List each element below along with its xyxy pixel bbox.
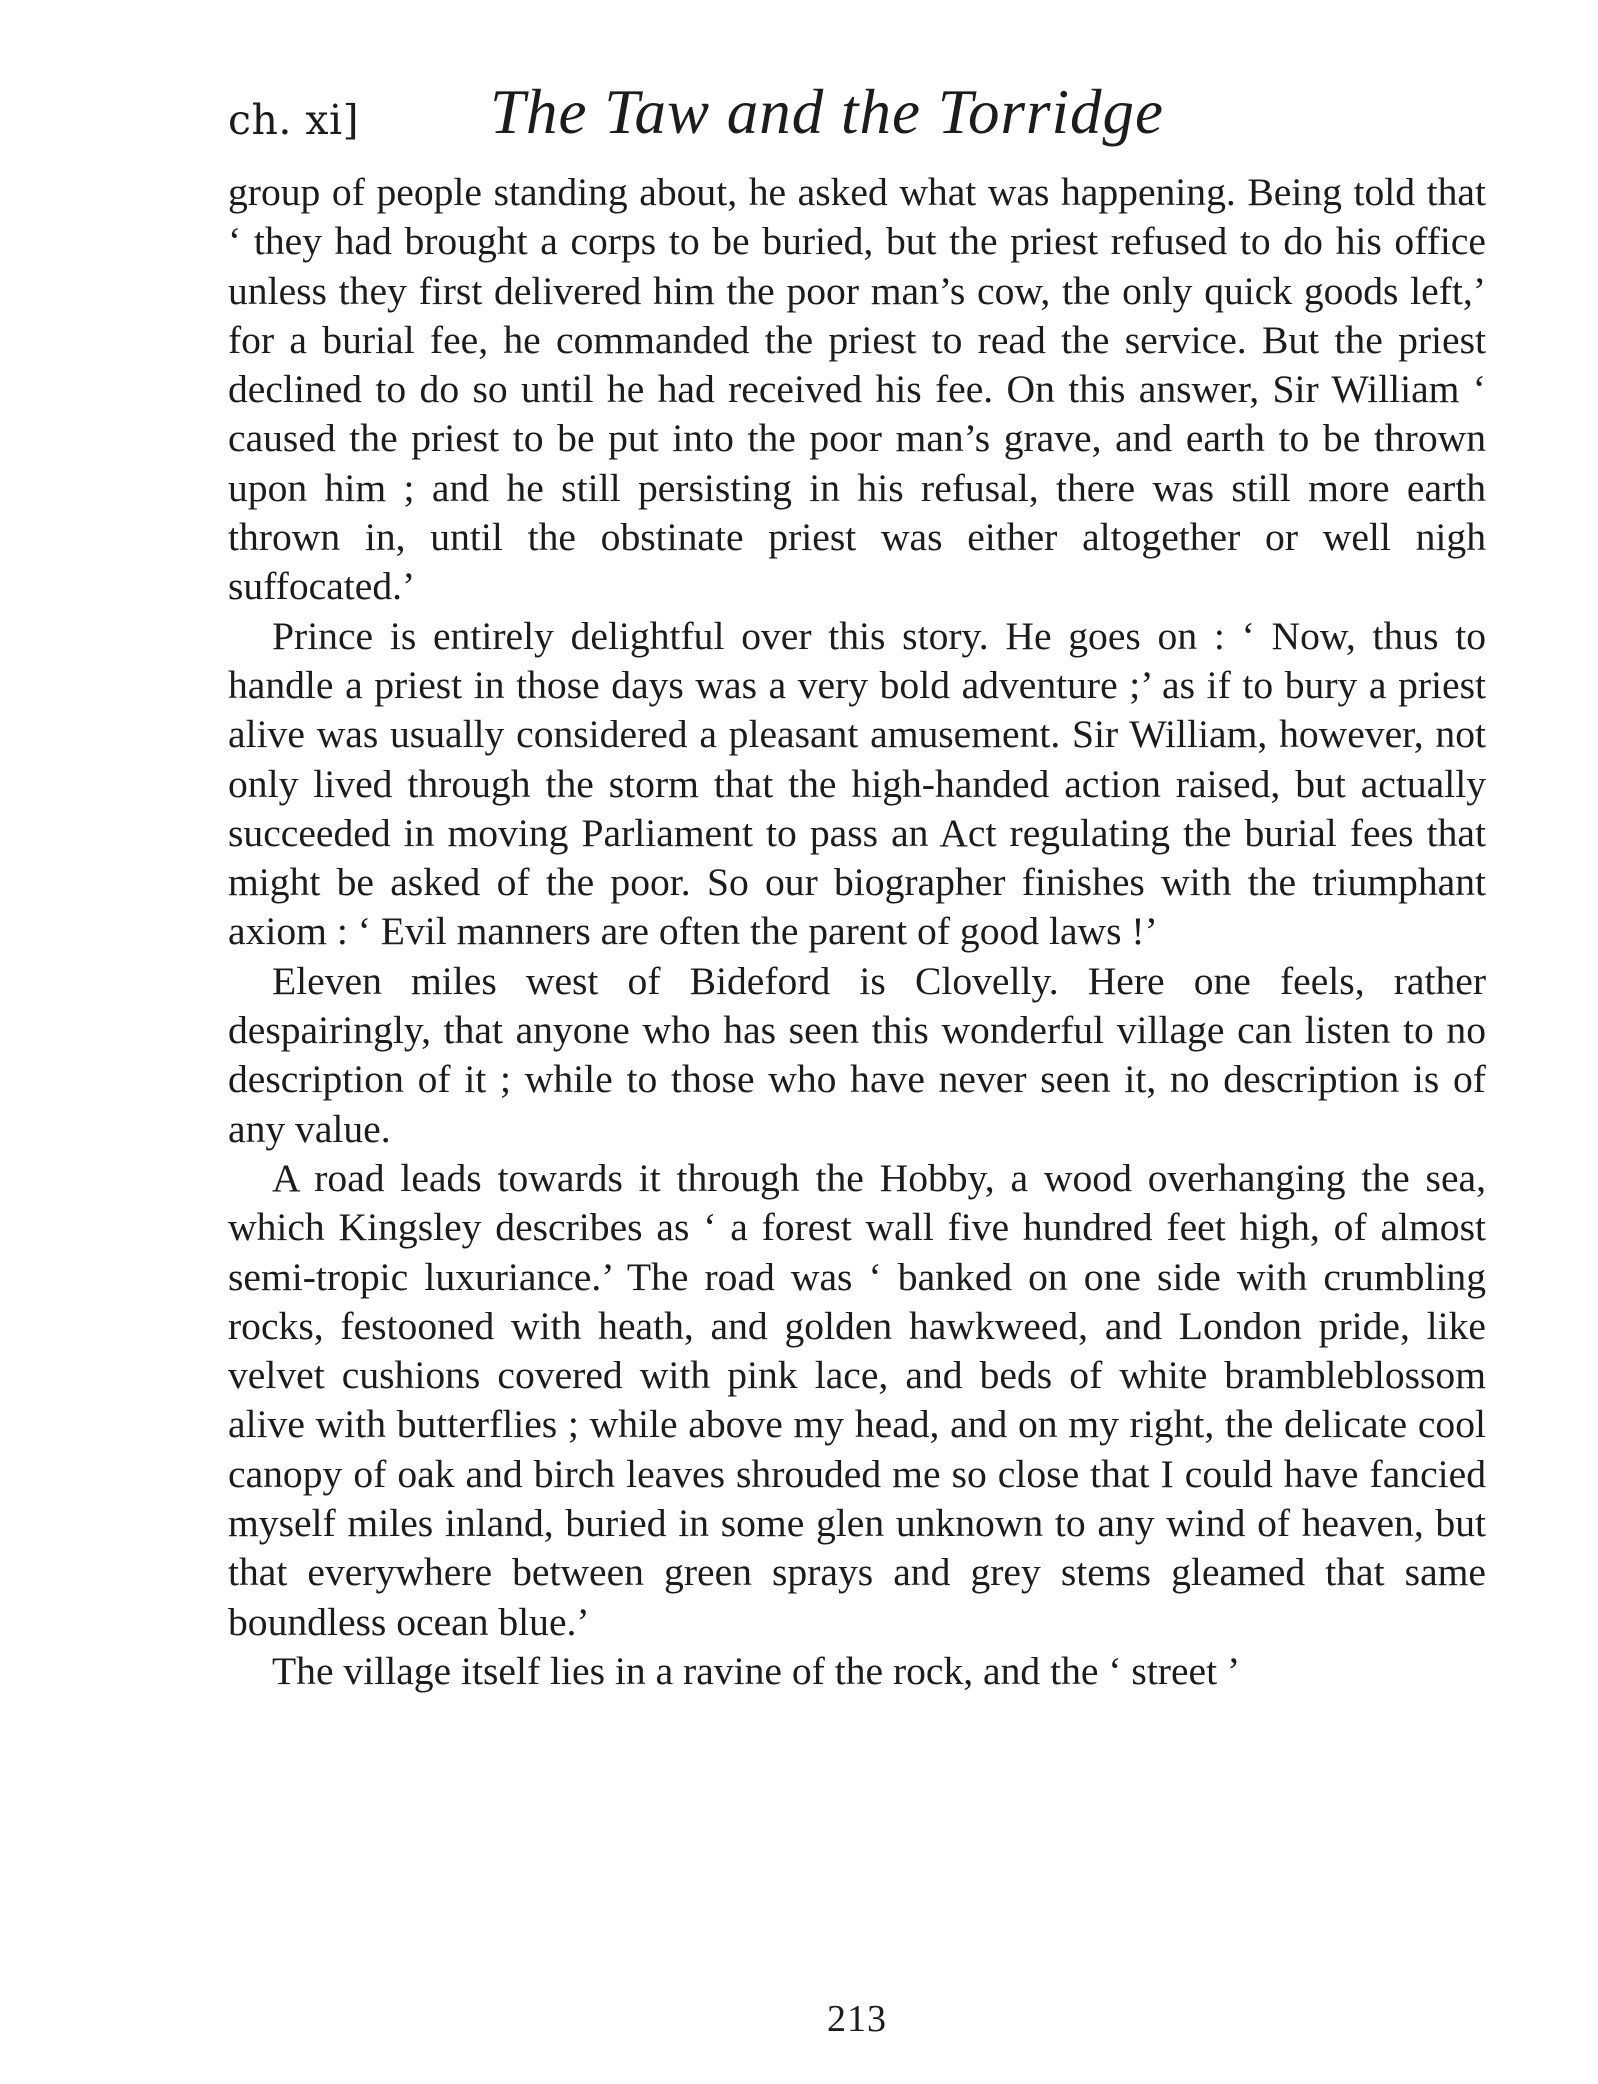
running-title: The Taw and the Torridge: [490, 77, 1164, 147]
running-header: [228, 72, 1486, 168]
body-text: [228, 168, 1486, 1696]
paragraph: A road leads towards it through the Hobby, a wood overhanging the sea, which Kingsley describes as ‘ a forest wall five hundred feet high, of almost semi-tropic luxuriance.’ The road was ‘ banked on one side with crumbling rocks, festooned with heath, and golden hawkweed, and London pride, like velvet cushions covered with pink lace, and beds of white brambleblossom alive with butterflies ; while above my head, and on my right, the delicate cool canopy of oak and birch leaves shrouded me so close that I could have fancied myself miles inland, buried in some glen unknown to any wind of heaven, but that everywhere between green sprays and grey stems gleamed that same boundless ocean blue.’: [228, 1155, 1486, 1644]
book-page: [228, 72, 1486, 2040]
paragraph-continued: group of people standing about, he asked what was happening. Being told that ‘ they had brought a corps to be buried, but the priest refused to do his office unless they first delivered him the poor man’s cow, the only quick goods left,’ for a burial fee, he commanded the priest to read the service. But the priest declined to do so until he had received his fee. On this answer, Sir William ‘ caused the priest to be put into the poor man’s grave, and earth to be thrown upon him ; and he still persisting in his refusal, there was still more earth thrown in, until the obstinate priest was either altogether or well nigh suffocated.’: [228, 170, 1486, 609]
paragraph: The village itself lies in a ravine of the rock, and the ‘ street ’: [272, 1648, 1241, 1693]
paragraph: Eleven miles west of Bideford is Clovelly. Here one feels, rather despairingly, that anyone who has seen this wonderful village can listen to no description of it ; while to those who have never seen it, no description is of any value.: [228, 958, 1486, 1151]
chapter-marker: ch. xi]: [228, 96, 360, 144]
page-number: 213: [827, 1998, 887, 2040]
paragraph: Prince is entirely delightful over this story. He goes on : ‘ Now, thus to handle a priest in those days was a very bold adventure ;’ as if to bury a priest alive was usually considered a pleasant amusement. Sir William, however, not only lived through the storm that the high-handed action raised, but actually succeeded in moving Parliament to pass an Act regulating the burial fees that might be asked of the poor. So our biographer finishes with the triumphant axiom : ‘ Evil manners are often the parent of good laws !’: [228, 613, 1486, 954]
